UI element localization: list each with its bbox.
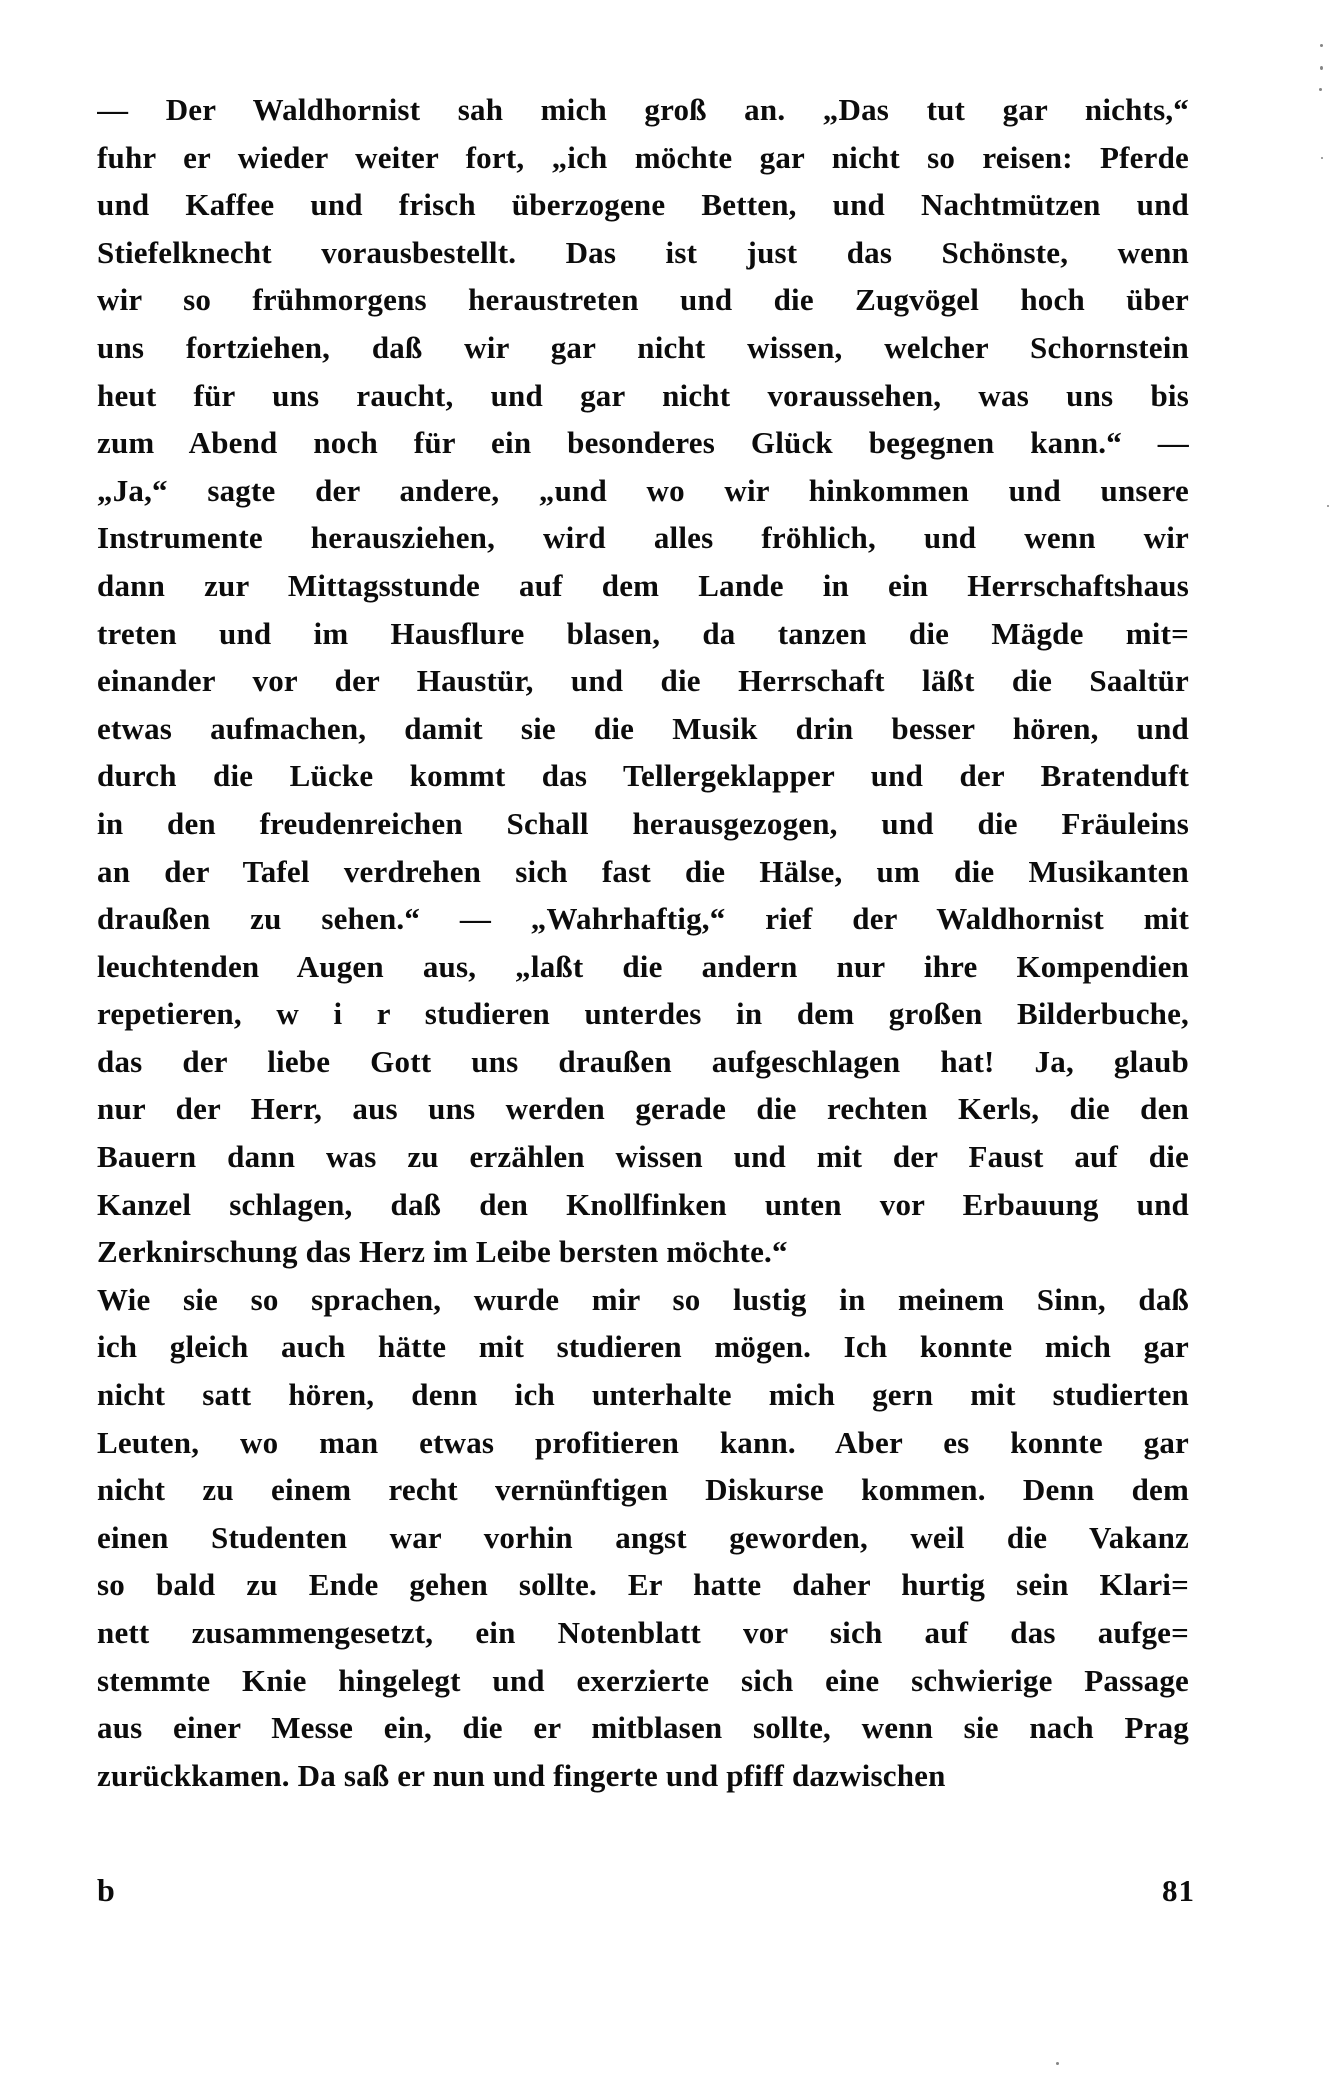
body-text xyxy=(97,86,1189,1799)
text-line: Bauern dann was zu erzählen wissen und mit der Faust auf die xyxy=(97,1139,1189,1175)
text-line: das der liebe Gott uns draußen aufgeschlagen hat! Ja, glaub xyxy=(97,1043,1189,1079)
text-line: leuchtenden Augen aus, „laßt die andern nur ihre Kompendien xyxy=(97,948,1189,984)
scan-speck xyxy=(1327,505,1329,507)
page-footer xyxy=(97,1872,1195,1909)
text-line: einander vor der Haustür, und die Herrschaft läßt die Saaltür xyxy=(97,663,1189,699)
text-line: nur der Herr, aus uns werden gerade die rechten Kerls, die den xyxy=(97,1091,1189,1127)
text-line: etwas aufmachen, damit sie die Musik drin besser hören, und xyxy=(97,710,1189,746)
text-line: fuhr er wieder weiter fort, „ich möchte gar nicht so reisen: Pferde xyxy=(97,139,1189,175)
text-line: Kanzel schlagen, daß den Knollfinken unten vor Erbauung und xyxy=(97,1186,1189,1222)
text-line: nett zusammengesetzt, ein Notenblatt vor sich auf das aufge= xyxy=(97,1615,1189,1650)
text-line: uns fortziehen, daß wir gar nicht wissen, welcher Schornstein xyxy=(97,329,1189,365)
text-line: und Kaffee und frisch überzogene Betten, und Nachtmützen und xyxy=(97,187,1189,223)
text-line: repetieren, w i r studieren unterdes in dem großen Bilderbuche, xyxy=(97,996,1189,1032)
text-line: Leuten, wo man etwas profitieren kann. Aber es konnte gar xyxy=(97,1424,1189,1460)
text-line: an der Tafel verdrehen sich fast die Hälse, um die Musikanten xyxy=(97,853,1189,889)
text-line-paragraph-end: Zerknirschung das Herz im Leibe bersten möchte.“ xyxy=(97,1234,788,1270)
text-line: in den freudenreichen Schall herausgezogen, und die Fräuleins xyxy=(97,805,1189,841)
text-line: wir so frühmorgens heraustreten und die Zugvögel hoch über xyxy=(97,282,1189,318)
text-line: treten und im Hausflure blasen, da tanzen die Mägde mit= xyxy=(97,615,1189,651)
scan-speck xyxy=(1320,44,1323,47)
text-line: ich gleich auch hätte mit studieren mögen. Ich konnte mich gar xyxy=(97,1329,1189,1365)
text-line: — Der Waldhornist sah mich groß an. „Das tut gar nichts,“ xyxy=(97,92,1189,127)
text-line: aus einer Messe ein, die er mitblasen sollte, wenn sie nach Prag xyxy=(97,1710,1189,1746)
text-line: Wie sie so sprachen, wurde mir so lustig in meinem Sinn, daß xyxy=(97,1281,1189,1317)
page-number: 81 xyxy=(1162,1873,1195,1908)
scan-speck xyxy=(1320,66,1323,70)
text-line: stemmte Knie hingelegt und exerzierte sich eine schwierige Passage xyxy=(97,1662,1189,1698)
scan-speck xyxy=(1321,157,1323,159)
text-line: nicht zu einem recht vernünftigen Diskurse kommen. Denn dem xyxy=(97,1472,1189,1508)
text-line: einen Studenten war vorhin angst geworden, weil die Vakanz xyxy=(97,1519,1189,1555)
text-line: durch die Lücke kommt das Tellergeklapper und der Bratenduft xyxy=(97,758,1189,794)
text-line-page-end: zurückkamen. Da saß er nun und fingerte und pfiff dazwischen xyxy=(97,1757,946,1793)
signature-mark: b xyxy=(97,1872,115,1908)
text-line: nicht satt hören, denn ich unterhalte mich gern mit studierten xyxy=(97,1377,1189,1413)
text-line: draußen zu sehen.“ — „Wahrhaftig,“ rief der Waldhornist mit xyxy=(97,901,1189,937)
text-line: Instrumente herausziehen, wird alles fröhlich, und wenn wir xyxy=(97,520,1189,556)
text-line: heut für uns raucht, und gar nicht voraussehen, was uns bis xyxy=(97,377,1189,413)
text-line: zum Abend noch für ein besonderes Glück begegnen kann.“ — xyxy=(97,425,1189,461)
text-line: so bald zu Ende gehen sollte. Er hatte daher hurtig sein Klari= xyxy=(97,1567,1189,1603)
text-line: dann zur Mittagsstunde auf dem Lande in ein Herrschaftshaus xyxy=(97,567,1189,603)
text-line: „Ja,“ sagte der andere, „und wo wir hinkommen und unsere xyxy=(97,472,1189,508)
text-line: Stiefelknecht vorausbestellt. Das ist just das Schönste, wenn xyxy=(97,234,1189,270)
scan-speck xyxy=(1319,88,1322,91)
scan-speck xyxy=(1056,2062,1059,2065)
